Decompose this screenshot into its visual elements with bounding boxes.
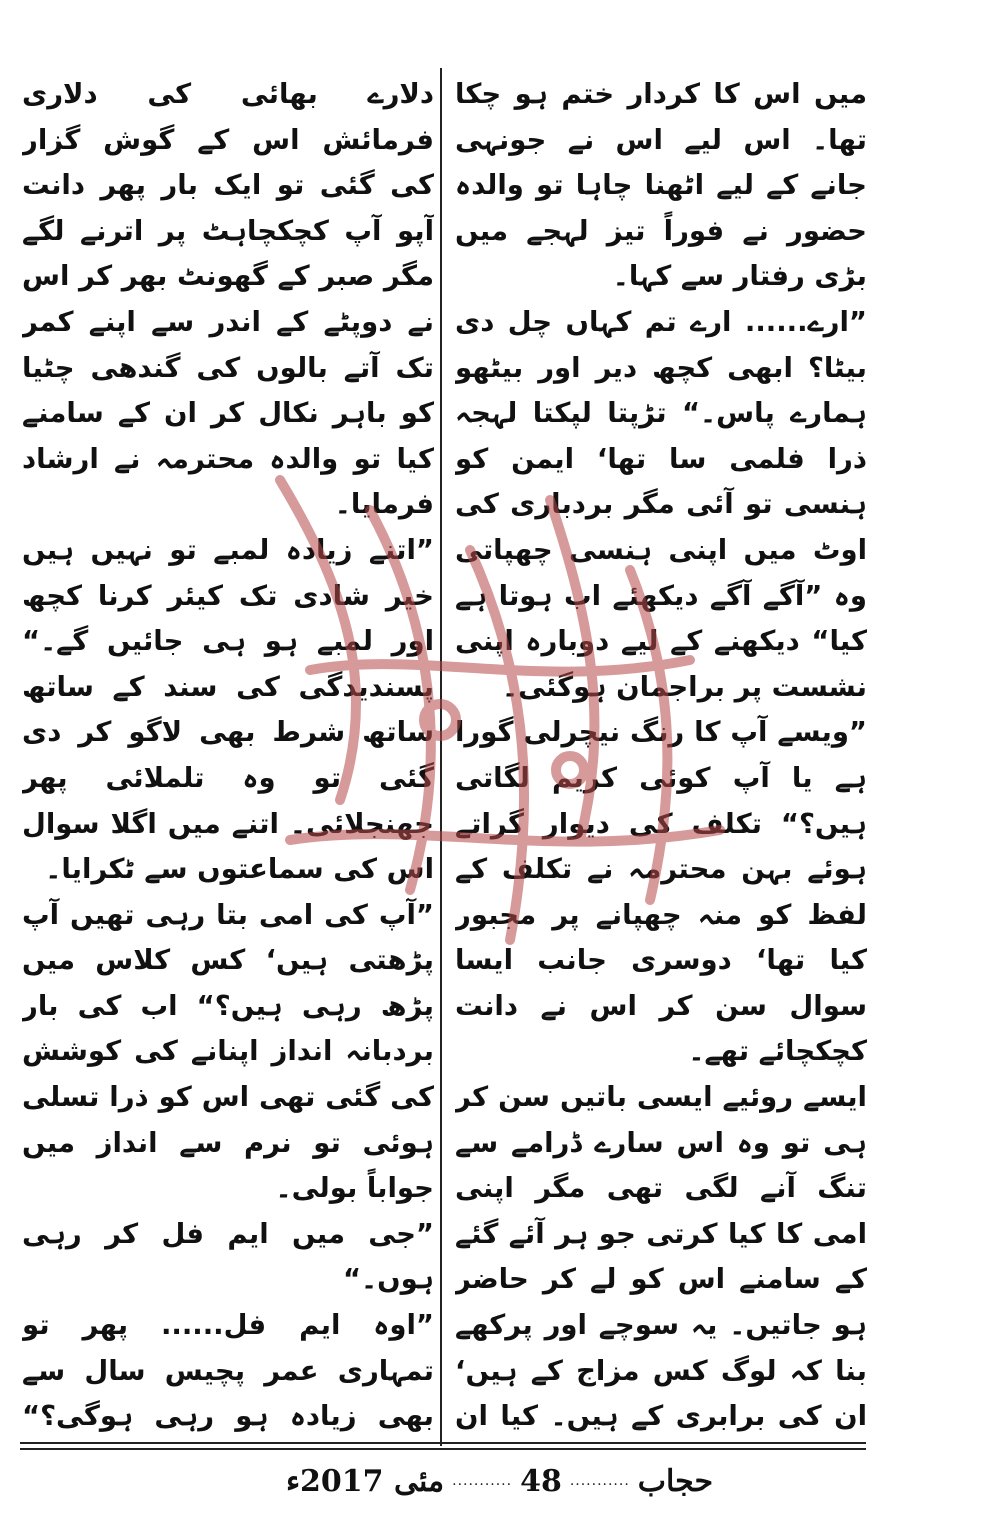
text-column-right [455, 72, 867, 1442]
footer-separator: ........... [569, 1473, 630, 1489]
paragraph: ”اتنے زیادہ لمبے تو نہیں ہیں خیر شادی تک کیئر کرنا کچھ اور لمبے ہو ہی جائیں گے۔“ پسندیدگی کی سند کے ساتھ ساتھ شرط بھی لاگو کر دی گئی تو وہ تلملائی پھر جھنجلائی۔ اتنے میں اگلا سوال اس کی سماعتوں سے ٹکرایا۔ [22, 533, 434, 886]
paragraph: میں اس کا کردار ختم ہو چکا تھا۔ اس لیے اس نے جونہی جانے کے لیے اٹھنا چاہا تو والدہ حضور نے فوراً تیز لہجے میں بڑی رفتار سے کہا۔ [455, 78, 867, 293]
column-divider [440, 68, 442, 1446]
paragraph: ایسے روئیے ایسی باتیں سن کر ہی تو وہ اس سارے ڈرامے سے تنگ آنے لگی تھی مگر اپنی امی کا کیا کرتی جو ہر آئے گئے کے سامنے اس کو لے کر حاضر ہو جاتیں۔ یہ سوچے اور پرکھے بنا کہ لوگ کس مزاج کے ہیں‘ ان کی برابری کے ہیں۔ کیا ان [455, 1081, 867, 1433]
magazine-name: حجاب [637, 1463, 714, 1499]
issue-date: مئی 2017ء [285, 1463, 445, 1499]
paragraph: ”ویسے آپ کا رنگ نیچرلی گورا ہے یا آپ کوئی کریم لگاتی ہیں؟“ تکلف کی دیوار گراتے ہوئے بہن محترمہ نے تکلف کے لفظ کو منہ چھپانے پر مجبور کیا تھا‘ دوسری جانب ایسا سوال سن کر اس نے دانت کچکچائے تھے۔ [455, 716, 867, 1068]
paragraph: ”اوہ ایم فل...... پھر تو تمہاری عمر پچیس سال سے بھی زیادہ ہو رہی ہوگی؟“ [22, 1309, 434, 1433]
page-number: 48 [520, 1463, 562, 1499]
page-footer [0, 1458, 999, 1504]
paragraph: ”آپ کی امی بتا رہی تھیں آپ پڑھتی ہیں‘ کس کلاس میں پڑھ رہی ہیں؟“ اب کی بار بردبانہ انداز اپنانے کی کوشش کی گئی تھی اس کو ذرا تسلی ہوئی تو نرم سے انداز میں جواباً بولی۔ [22, 898, 434, 1205]
text-column-left [22, 72, 434, 1442]
paragraph: ”جی میں ایم فل کر رہی ہوں۔“ [22, 1217, 434, 1296]
paragraph: ”ارے...... ارے تم کہاں چل دی بیٹا؟ ابھی کچھ دیر اور بیٹھو ہمارے پاس۔“ تڑپتا لپکتا لہجہ ذرا فلمی سا تھا‘ ایمن کو ہنسی تو آئی مگر بردباری کی اوٹ میں اپنی ہنسی چھپاتی وہ ”آگے آگے دیکھئے اب ہوتا ہے کیا“ دیکھنے کے لیے دوبارہ اپنی نشست پر براجمان ہوگئی۔ [455, 305, 867, 703]
footer-separator: ........... [452, 1473, 513, 1489]
paragraph: دلارے بھائی کی دلاری فرمائش اس کے گوش گزار کی گئی تو ایک بار پھر دانت آپو آپ کچکچاہٹ پر اترنے لگے مگر صبر کے گھونٹ بھر کر اس نے دوپٹے کے اندر سے اپنے کمر تک آتے بالوں کی گندھی چٹیا کو باہر نکال کر ان کے سامنے کیا تو والدہ محترمہ نے ارشاد فرمایا۔ [22, 78, 434, 521]
footer-rule [20, 1448, 866, 1450]
footer-rule [20, 1442, 866, 1444]
